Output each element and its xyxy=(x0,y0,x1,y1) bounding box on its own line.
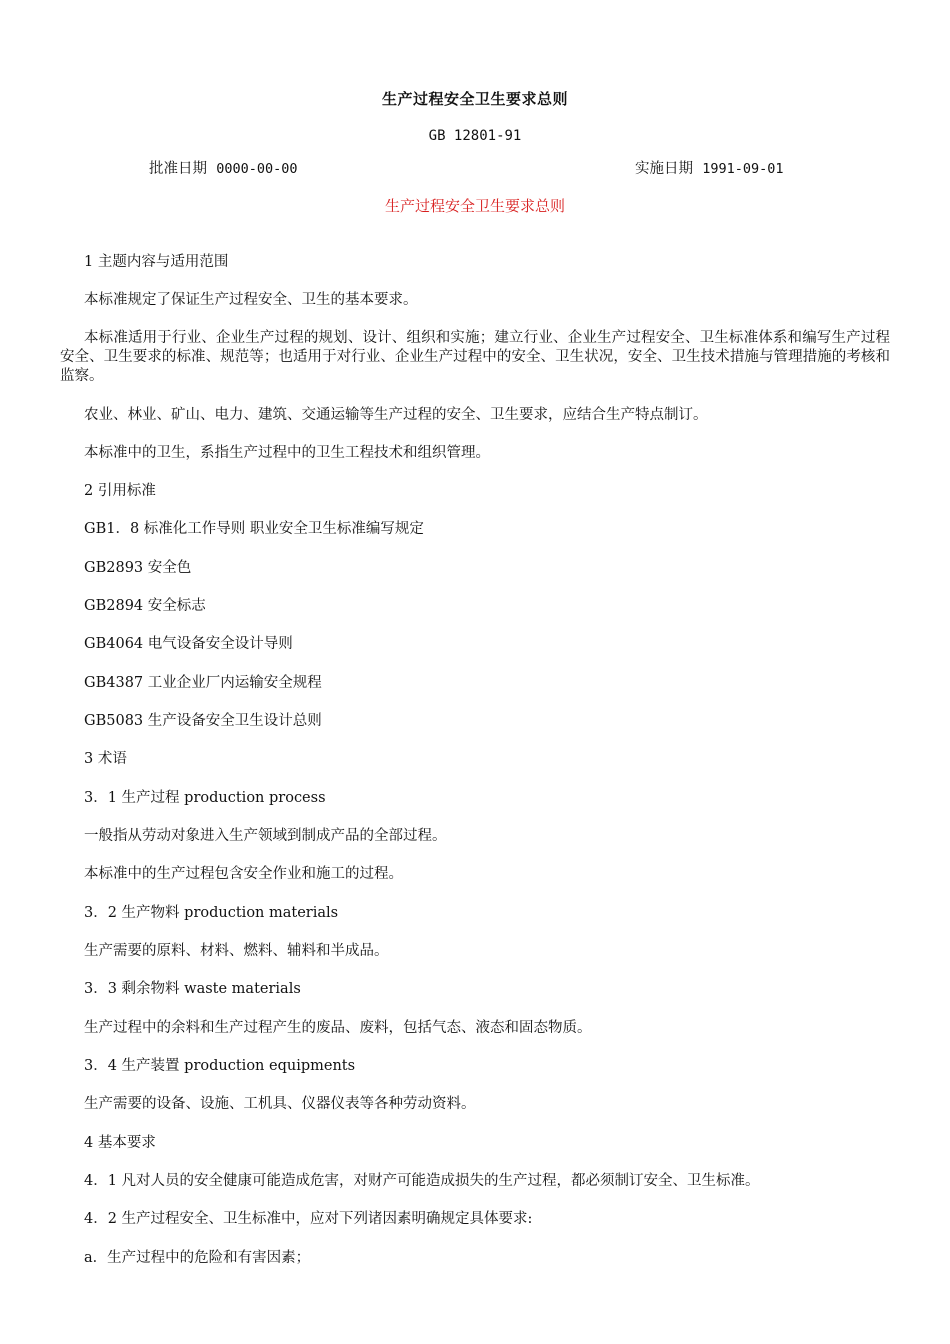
section-heading-3: 3 术语 xyxy=(84,751,127,767)
reference-item: GB4387 工业企业厂内运输安全规程 xyxy=(84,675,322,691)
approve-date-line xyxy=(149,157,298,178)
list-item: a．生产过程中的危险和有害因素； xyxy=(84,1250,311,1266)
reference-item: GB4064 电气设备安全设计导则 xyxy=(84,636,293,652)
term-heading: 3．3 剩余物料 waste materials xyxy=(84,981,301,997)
paragraph: 4．1 凡对人员的安全健康可能造成危害，对财产可能造成损失的生产过程，都必须制订安全、卫生标准。 xyxy=(84,1173,760,1189)
approve-date-label: 批准日期 xyxy=(149,161,207,177)
paragraph: 4．2 生产过程安全、卫生标准中，应对下列诸因素明确规定具体要求: xyxy=(84,1211,533,1227)
term-heading: 3．2 生产物料 production materials xyxy=(84,905,339,921)
section-heading-2: 2 引用标准 xyxy=(84,483,156,499)
effective-date-line xyxy=(635,157,784,178)
standard-code: GB 12801-91 xyxy=(428,128,522,144)
term-heading: 3．4 生产装置 production equipments xyxy=(84,1058,356,1074)
effective-date-value: 1991-09-01 xyxy=(702,161,784,177)
reference-item: GB2893 安全色 xyxy=(84,560,192,576)
paragraph: 本标准中的生产过程包含安全作业和施工的过程。 xyxy=(84,866,403,882)
reference-item: GB2894 安全标志 xyxy=(84,598,206,614)
document-title: 生产过程安全卫生要求总则 xyxy=(381,90,568,108)
paragraph: 本标准中的卫生，系指生产过程中的卫生工程技术和组织管理。 xyxy=(84,445,490,461)
reference-item: GB1．8 标准化工作导则 职业安全卫生标准编写规定 xyxy=(84,521,424,537)
paragraph: 生产需要的设备、设施、工机具、仪器仪表等各种劳动资料。 xyxy=(84,1096,476,1112)
paragraph-scope: 本标准适用于行业、企业生产过程的规划、设计、组织和实施；建立行业、企业生产过程安全、卫生标准体系和编写生产过程安全、卫生要求的标准、规范等；也适用于对行业、企业生产过程中的安全、卫生状况，安全、卫生技术措施与管理措施的考核和监察。 xyxy=(60,330,890,384)
section-heading-4: 4 基本要求 xyxy=(84,1135,156,1151)
paragraph: 生产过程中的余料和生产过程产生的废品、废料，包括气态、液态和固态物质。 xyxy=(84,1020,592,1036)
approve-date-value: 0000-00-00 xyxy=(216,161,298,177)
effective-date-label: 实施日期 xyxy=(635,161,693,177)
term-heading: 3．1 生产过程 production process xyxy=(84,790,326,806)
paragraph: 一般指从劳动对象进入生产领域到制成产品的全部过程。 xyxy=(84,828,447,844)
paragraph: 生产需要的原料、材料、燃料、辅料和半成品。 xyxy=(84,943,389,959)
paragraph: 农业、林业、矿山、电力、建筑、交通运输等生产过程的安全、卫生要求，应结合生产特点制订。 xyxy=(84,407,708,423)
paragraph: 本标准规定了保证生产过程安全、卫生的基本要求。 xyxy=(84,292,418,308)
reference-item: GB5083 生产设备安全卫生设计总则 xyxy=(84,713,322,729)
section-heading-1: 1 主题内容与适用范围 xyxy=(84,254,229,270)
red-subtitle: 生产过程安全卫生要求总则 xyxy=(384,197,565,215)
